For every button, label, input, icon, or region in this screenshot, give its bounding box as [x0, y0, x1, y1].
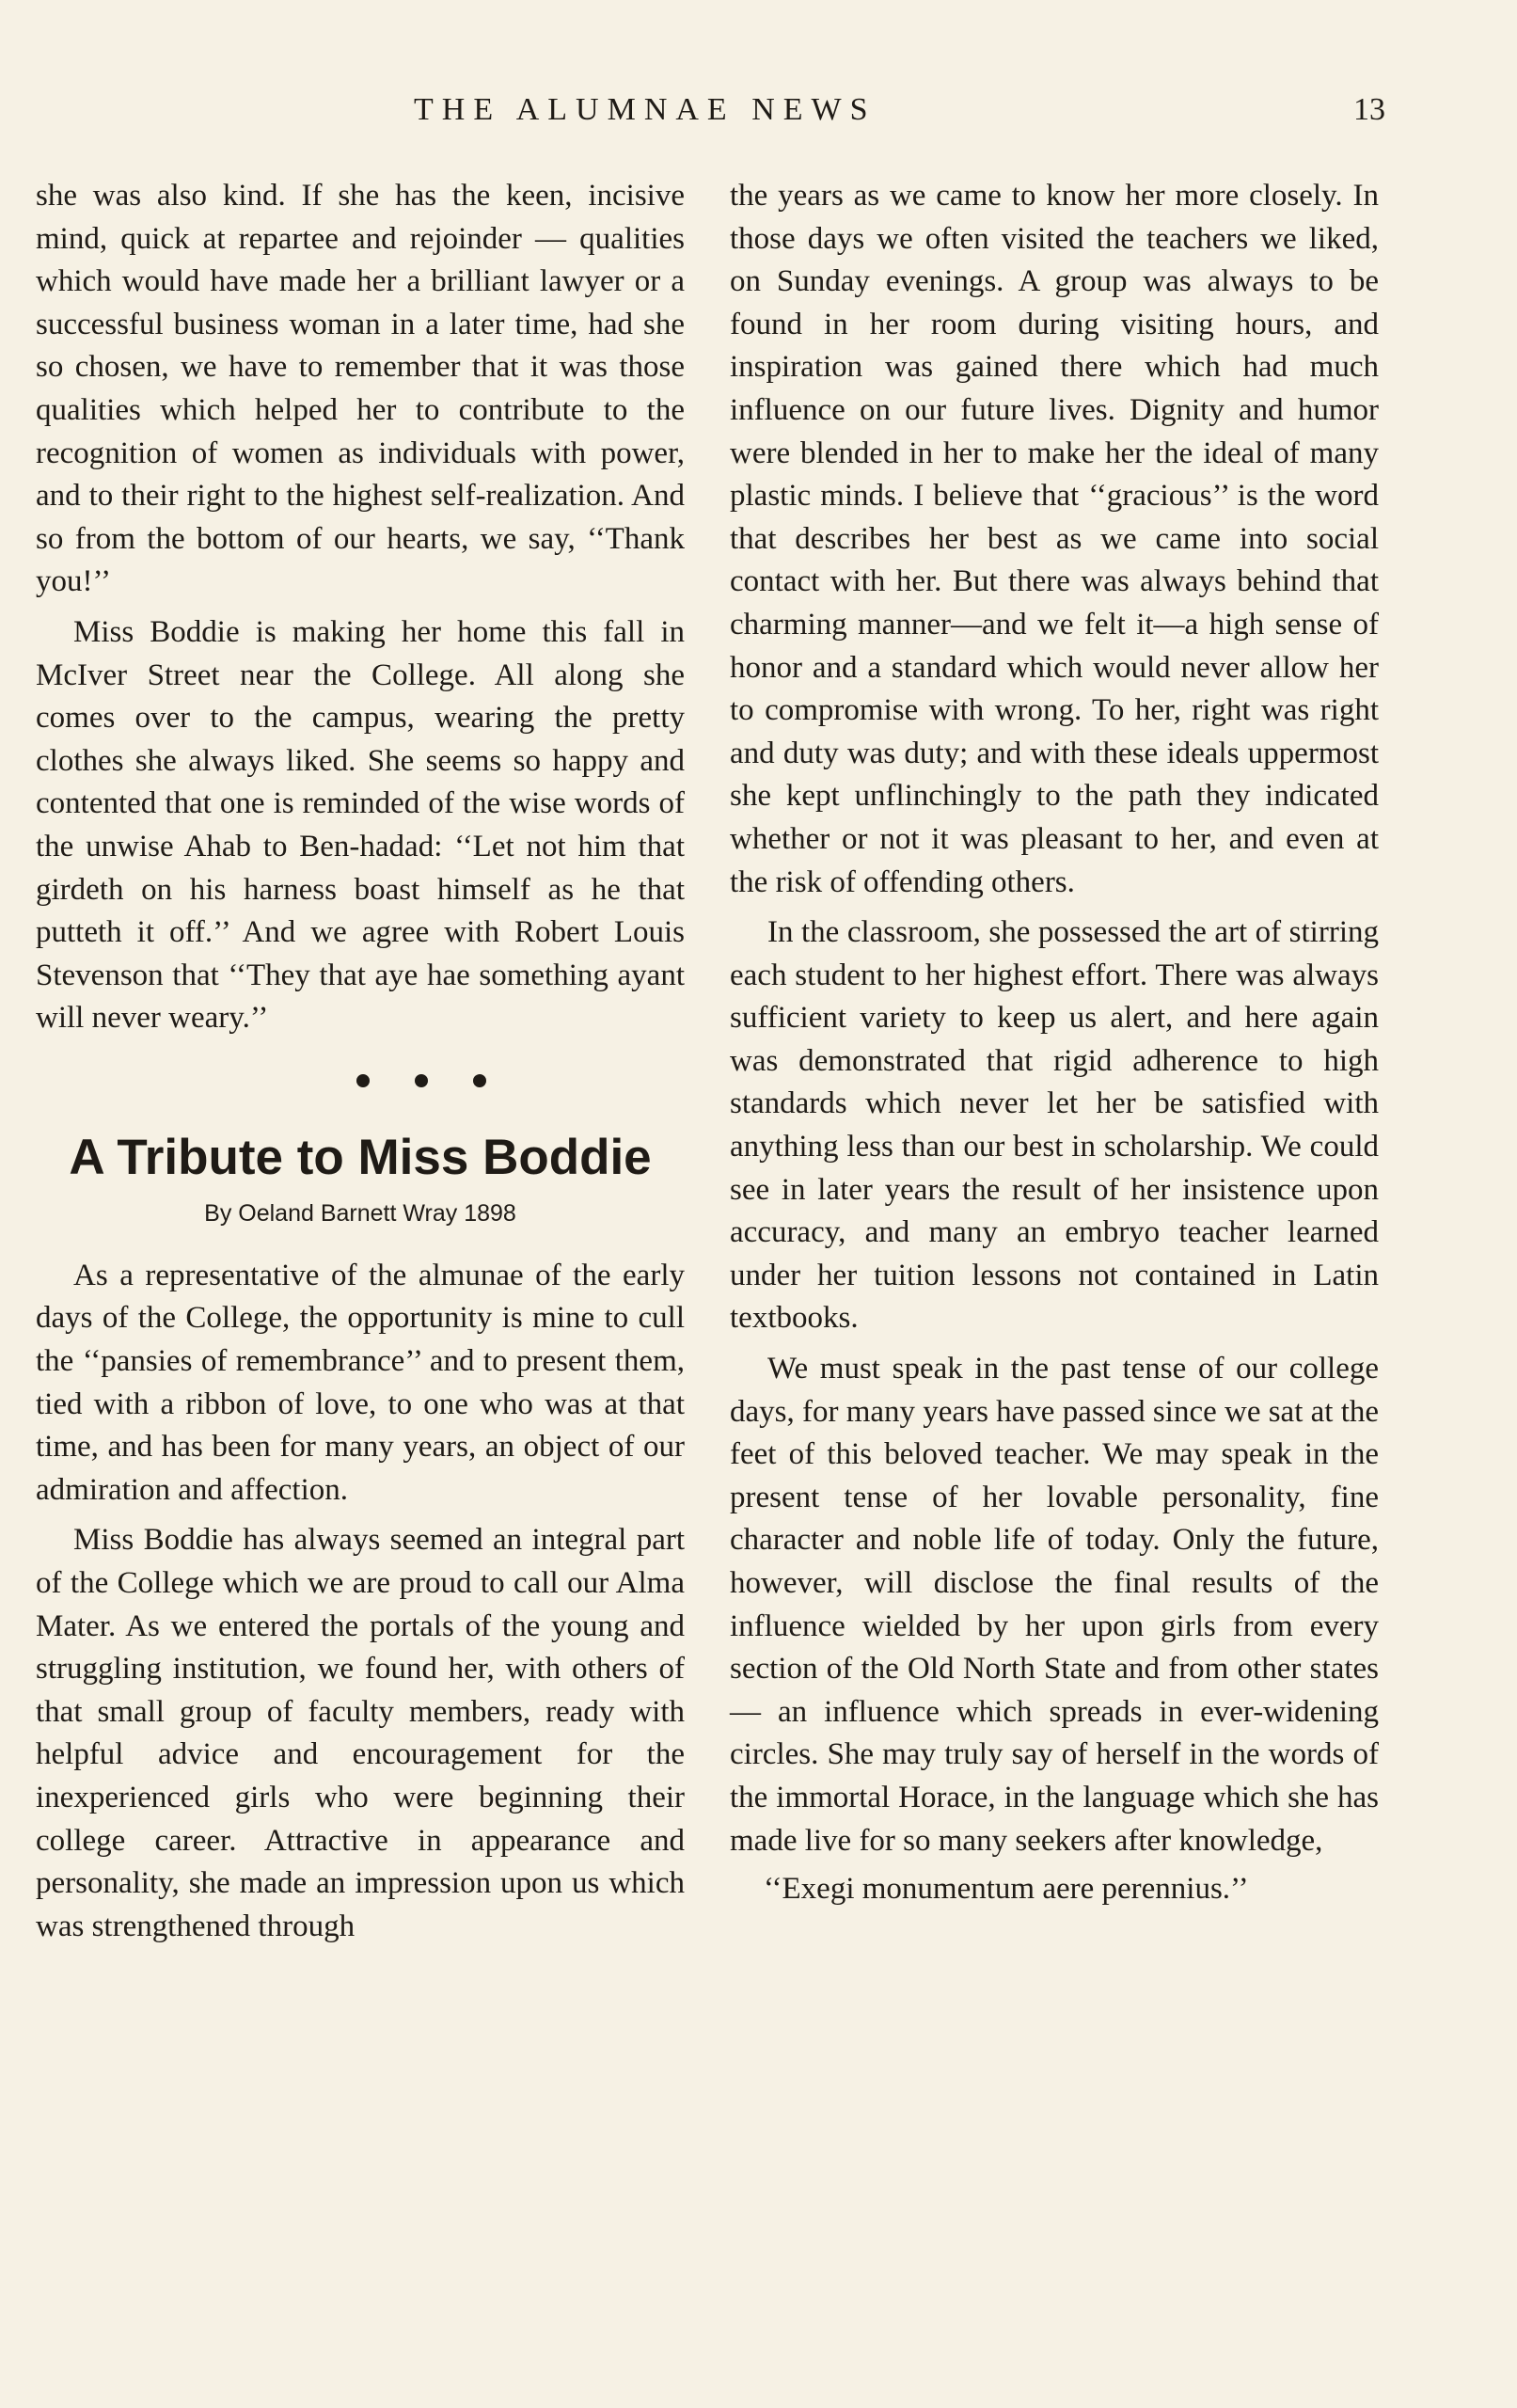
divider-dot [356, 1074, 370, 1087]
divider-dot [473, 1074, 486, 1087]
paragraph: Miss Boddie has always seemed an integral part of the College which we are proud to call our Alma Mater. As we entered the portals of the young and struggling institution, we found her, with others of that small group of faculty members, ready with helpful advice and encouragement for the inexperienced girls who were beginning their college career. Attractive in appearance and personality, she made an impression upon us which was strengthened through [36, 1523, 685, 1943]
page-header [0, 92, 1517, 139]
paragraph: Miss Boddie is making her home this fall in McIver Street near the College. All along she comes over to the campus, wearing the pretty clothes she always liked. She seems so happy and contented that one is reminded of the wise words of the unwise Ahab to Ben-hadad: ‘‘Let not him that girdeth on his harness boast himself as he that putteth it off.’’ And we agree with Robert Louis Stevenson that ‘‘They that aye hae something ayant will never weary.’’ [36, 614, 685, 1036]
article-title: A Tribute to Miss Boddie [69, 1129, 652, 1185]
page-number: 13 [1353, 92, 1385, 127]
paragraph: the years as we came to know her more closely. In those days we often visited the teachers we liked, on Sunday evenings. A group was always to be found in her room during visiting hours, and inspiration was gained there which had much influence on our future lives. Dignity and humor were blended in her to make her the ideal of many plastic minds. I believe that ‘‘gracious’’ is the word that describes her best as we came into social contact with her. But there was always behind that charming manner—and we felt it—a high sense of honor and a standard which would never allow her to compromise with wrong. To her, right was right and duty was duty; and with these ideals uppermost she kept unflinchingly to the path they indicated whether or not it was pleasant to her, and even at the risk of offending others. [730, 179, 1379, 899]
right-column [730, 175, 1379, 1911]
latin-quote: ‘‘Exegi monumentum aere perennius.’’ [764, 1872, 1249, 1907]
byline: By Oeland Barnett Wray 1898 [204, 1199, 516, 1227]
divider-dot [415, 1074, 428, 1087]
paragraph: As a representative of the almunae of the early days of the College, the opportunity is mine to cull the ‘‘pansies of remembrance’’ and to present them, tied with a ribbon of love, to one who was at that time, and has been for many years, an object of our admiration and affection. [36, 1258, 685, 1507]
running-title: THE ALUMNAE NEWS [414, 92, 877, 127]
left-column [36, 175, 685, 1948]
paragraph: she was also kind. If she has the keen, incisive mind, quick at repartee and rejoinder — qualities which would have made her a brilliant lawyer or a successful business woman in a later time, had she so chosen, we have to remember that it was those qualities which helped her to contribute to the recognition of women as individuals with power, and to their right to the highest self-realization. And so from the bottom of our hearts, we say, ‘‘Thank you!’’ [36, 179, 685, 599]
section-divider [158, 1074, 685, 1087]
paragraph: In the classroom, she possessed the art of stirring each student to her highest effort. There was always sufficient variety to keep us alert, and here again was demonstrated that rigid adherence to high standards which never let her be satisfied with anything less than our best in scholarship. We could see in later years the result of her insistence upon accuracy, and many an embryo teacher learned under her tuition lessons not contained in Latin textbooks. [730, 915, 1379, 1336]
paragraph: We must speak in the past tense of our college days, for many years have passed since we sat at the feet of this beloved teacher. We may speak in the present tense of her lovable personality, fine character and noble life of today. Only the future, however, will disclose the final results of the influence wielded by her upon girls from every section of the Old North State and from other states — an influence which spreads in ever-widening circles. She may truly say of herself in the words of the immortal Horace, in the language which she has made live for so many seekers after knowledge, [730, 1352, 1380, 1858]
